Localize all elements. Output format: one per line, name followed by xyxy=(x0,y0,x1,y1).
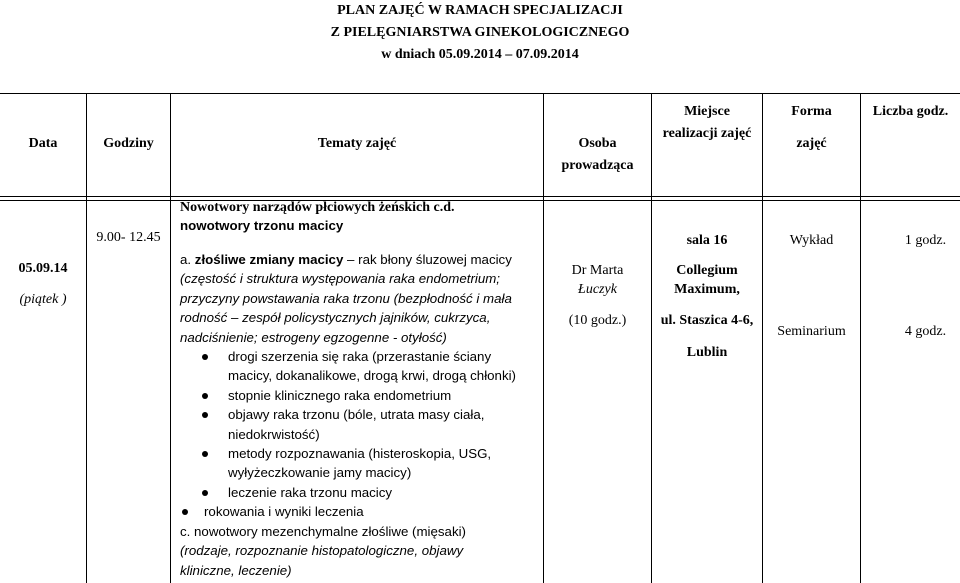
place-line2: Maximum, xyxy=(674,282,740,297)
col-divider-2 xyxy=(170,93,171,583)
col-header-tematy: Tematy zajęć xyxy=(317,136,397,151)
item-a-detail-1: (częstość i struktura występowania raka endometrium; xyxy=(180,271,500,287)
place-line4: Lublin xyxy=(686,345,728,360)
col-header-miejsce-line1: Miejsce xyxy=(684,104,730,119)
bullet-item: drogi szerzenia się raka (przerastanie ściany xyxy=(180,347,542,366)
col-header-osoba-line1: Osoba xyxy=(578,136,617,151)
topic-section xyxy=(180,199,542,235)
bullet-item: objawy raka trzonu (bóle, utrata masy ciała, xyxy=(180,405,542,424)
row-hours: 9.00- 12.45 xyxy=(96,230,161,245)
header-title: PLAN ZAJĘĆ W RAMACH SPECJALIZACJI xyxy=(337,3,623,18)
bullet-item: rokowania i wyniki leczenia xyxy=(180,502,542,521)
bullet-icon xyxy=(202,490,208,496)
item-c-detail-1: (rodzaje, rozpoznanie histopatologiczne, objawy xyxy=(180,543,464,559)
hours-seminar: 4 godz. xyxy=(904,324,947,339)
bullet-icon xyxy=(202,451,208,457)
place-line1: Collegium xyxy=(676,263,738,278)
col-header-forma-line2: zajęć xyxy=(796,136,827,151)
hours-lecture: 1 godz. xyxy=(904,233,947,248)
col-header-forma xyxy=(763,101,860,155)
section-title-line1: Nowotwory narządów płciowych żeńskich c.d. xyxy=(180,200,455,215)
section-title-line2: nowotwory trzonu macicy xyxy=(180,218,344,233)
bullet-icon xyxy=(202,354,208,360)
teacher-name-line1: Dr Marta xyxy=(571,263,624,278)
item-a xyxy=(180,250,542,269)
header-dates: w dniach 05.09.2014 – 07.09.2014 xyxy=(381,47,579,62)
col-header-godziny: Godziny xyxy=(103,136,154,151)
bullet-item-continuation: wyłyżeczkowanie jamy macicy) xyxy=(228,465,412,481)
item-a-rest: – rak błony śluzowej macicy xyxy=(343,252,512,267)
item-a-detail-4: nadciśnienie; estrogeny egzogenne - otyłość) xyxy=(180,329,447,345)
col-header-miejsce xyxy=(652,101,762,145)
room: sala 16 xyxy=(686,233,728,248)
row-date: 05.09.14 xyxy=(18,261,68,276)
table-top-border xyxy=(0,93,960,94)
bullet-item: metody rozpoznawania (histeroskopia, USG, xyxy=(180,444,542,463)
form-seminar: Seminarium xyxy=(777,324,846,339)
teacher-hours: (10 godz.) xyxy=(568,313,627,328)
col-header-data: Data xyxy=(28,136,58,151)
place-line3: ul. Staszica 4-6, xyxy=(660,313,754,328)
item-a-prefix: a. xyxy=(180,252,195,267)
col-header-miejsce-line2: realizacji zajęć xyxy=(662,126,752,141)
bullet-item: stopnie klinicznego raka endometrium xyxy=(180,386,542,405)
col-header-liczba: Liczba godz. xyxy=(872,104,949,119)
col-divider-4 xyxy=(651,93,652,583)
schedule-table xyxy=(0,93,960,583)
header-row-divider xyxy=(0,196,960,197)
bullet-item: leczenie raka trzonu macicy xyxy=(180,483,542,502)
bullet-icon xyxy=(182,509,188,515)
teacher-name-line2: Łuczyk xyxy=(578,282,617,297)
col-header-forma-line1: Forma xyxy=(791,104,832,119)
col-header-osoba xyxy=(544,133,651,177)
bullet-icon xyxy=(202,412,208,418)
header-subtitle: Z PIELĘGNIARSTWA GINEKOLOGICZNEGO xyxy=(330,25,630,40)
item-c: c. nowotwory mezenchymalne złośliwe (mięsaki) xyxy=(180,523,466,539)
bullet-item-continuation: niedokrwistość) xyxy=(228,426,320,442)
form-lecture: Wykład xyxy=(789,233,834,248)
col-divider-1 xyxy=(86,93,87,583)
topic-list xyxy=(180,250,542,580)
bullet-item-continuation: macicy, dokanalikowe, drogą krwi, drogą chłonki) xyxy=(228,368,516,384)
bullet-icon xyxy=(202,393,208,399)
item-a-bold: złośliwe zmiany macicy xyxy=(194,252,344,267)
item-c-detail-2: kliniczne, leczenie) xyxy=(180,562,292,578)
item-a-detail-3: rodność – zespół policystycznych jajników, cukrzyca, xyxy=(180,310,491,326)
row-day: (piątek ) xyxy=(19,292,67,307)
item-a-detail-2: przyczyny powstawania raka trzonu (bezpłodność i mała xyxy=(180,290,512,306)
col-header-osoba-line2: prowadząca xyxy=(561,158,634,173)
